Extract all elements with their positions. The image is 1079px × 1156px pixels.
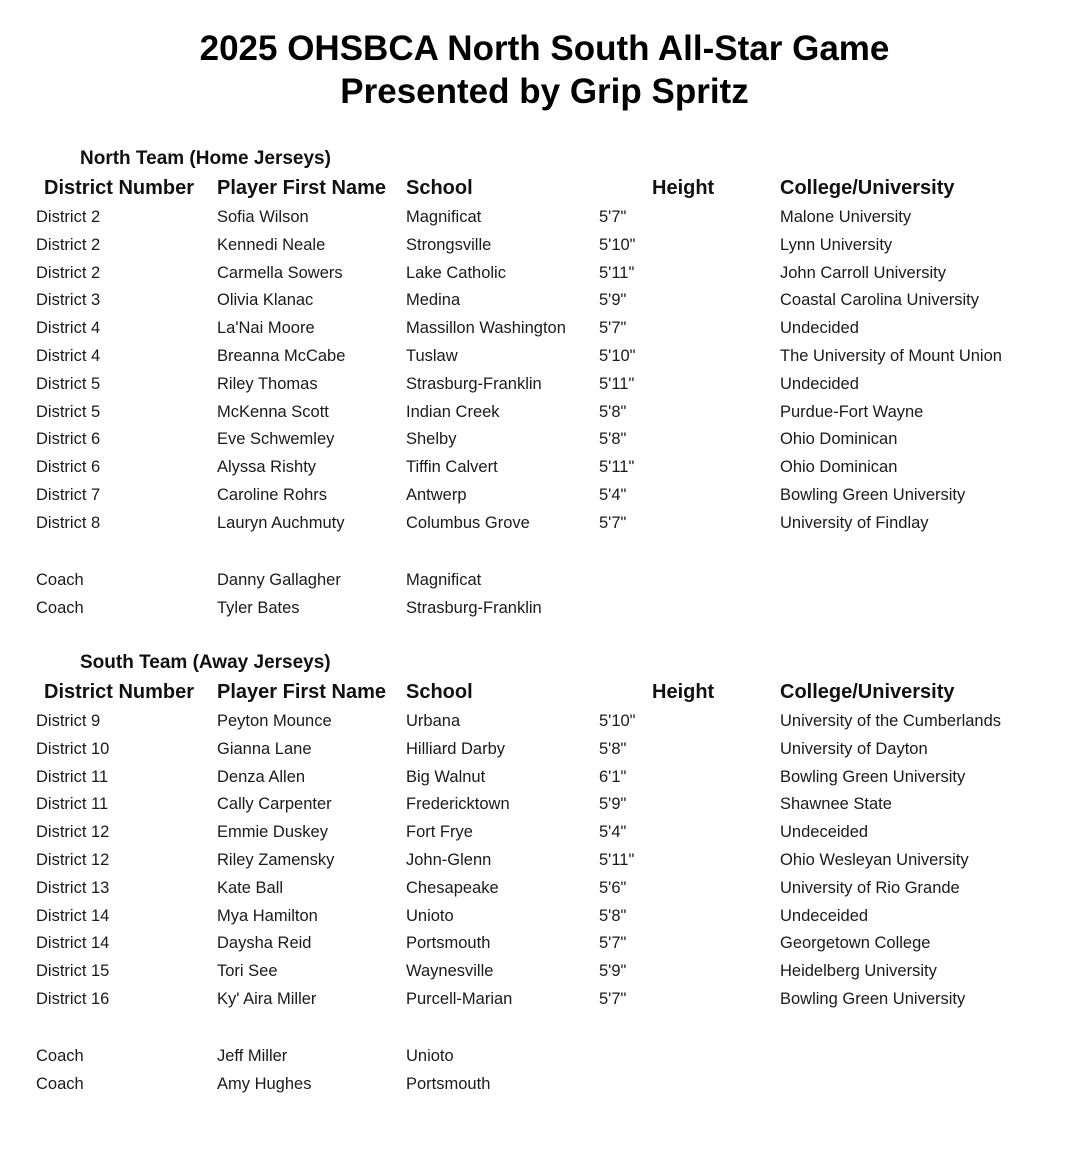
page-title: 2025 OHSBCA North South All-Star Game — [199, 29, 890, 68]
player-school: Waynesville — [406, 962, 494, 981]
player-name: Breanna McCabe — [217, 346, 346, 365]
player-school: Lake Catholic — [406, 263, 506, 282]
player-district: District 7 — [36, 485, 101, 504]
player-school: Strongsville — [406, 235, 492, 254]
player-district: District 2 — [36, 235, 101, 254]
column-header-name: Player First Name — [217, 177, 386, 199]
player-school: Portsmouth — [406, 934, 491, 953]
player-name: Carmella Sowers — [217, 263, 343, 282]
player-row — [0, 457, 1079, 485]
column-header-district: District Number — [44, 177, 195, 199]
player-school: Purcell-Marian — [406, 989, 513, 1008]
player-college: Ohio Dominican — [780, 430, 898, 449]
player-school: Tiffin Calvert — [406, 458, 498, 477]
player-name: Olivia Klanac — [217, 291, 314, 310]
player-height: 5'8" — [599, 739, 627, 758]
player-school: Magnificat — [406, 208, 482, 226]
coach-role: Coach — [36, 1047, 84, 1065]
player-district: District 2 — [36, 208, 101, 226]
player-college: Bowling Green University — [780, 989, 966, 1008]
player-row — [0, 878, 1079, 906]
south-player-rows — [0, 711, 1079, 1017]
player-college: Malone University — [780, 208, 912, 226]
player-college: Lynn University — [780, 235, 893, 254]
coach-row — [0, 570, 1079, 598]
coach-name: Danny Gallagher — [217, 571, 341, 589]
coach-role: Coach — [36, 571, 84, 589]
player-height: 5'7" — [599, 989, 627, 1008]
player-height: 5'11" — [599, 458, 635, 477]
player-district: District 12 — [36, 823, 110, 842]
player-row — [0, 402, 1079, 430]
player-name: Tori See — [217, 962, 278, 981]
column-header-college: College/University — [780, 681, 955, 703]
player-height: 5'8" — [599, 402, 627, 421]
player-district: District 2 — [36, 263, 101, 282]
coach-school: Magnificat — [406, 571, 482, 589]
player-height: 5'9" — [599, 795, 627, 814]
player-height: 5'7" — [599, 319, 627, 338]
player-name: Emmie Duskey — [217, 823, 328, 842]
player-name: Mya Hamilton — [217, 906, 318, 925]
player-row — [0, 794, 1079, 822]
player-name: Daysha Reid — [217, 934, 312, 953]
player-district: District 11 — [36, 795, 109, 814]
player-height: 5'11" — [599, 850, 635, 869]
player-school: Chesapeake — [406, 878, 499, 897]
player-row — [0, 318, 1079, 346]
player-row — [0, 906, 1079, 934]
player-row — [0, 235, 1079, 263]
column-header-district: District Number — [44, 681, 195, 703]
player-school: Fredericktown — [406, 795, 510, 814]
player-name: Sofia Wilson — [217, 208, 309, 226]
player-height: 5'9" — [599, 962, 627, 981]
player-name: Cally Carpenter — [217, 795, 332, 814]
player-row — [0, 822, 1079, 850]
player-college: Undeceided — [780, 823, 869, 842]
player-height: 5'4" — [599, 485, 627, 504]
player-college: University of Findlay — [780, 513, 929, 532]
player-height: 5'10" — [599, 712, 636, 730]
player-height: 5'7" — [599, 513, 627, 532]
player-district: District 9 — [36, 712, 101, 730]
player-height: 5'10" — [599, 235, 636, 254]
coach-name: Amy Hughes — [217, 1074, 312, 1093]
coach-name: Jeff Miller — [217, 1047, 288, 1065]
coach-school: Portsmouth — [406, 1074, 491, 1093]
coach-role: Coach — [36, 598, 84, 617]
player-college: Bowling Green University — [780, 485, 966, 504]
player-school: Big Walnut — [406, 767, 486, 786]
player-college: Undecided — [780, 374, 859, 393]
player-name: Kate Ball — [217, 878, 284, 897]
player-school: Urbana — [406, 712, 461, 730]
page-subtitle: Presented by Grip Spritz — [340, 72, 749, 111]
player-college: Ohio Dominican — [780, 458, 898, 477]
player-name: McKenna Scott — [217, 402, 329, 421]
column-header-height: Height — [652, 177, 715, 199]
player-college: Undeceided — [780, 906, 869, 925]
coach-name: Tyler Bates — [217, 598, 300, 617]
player-college: Georgetown College — [780, 934, 931, 953]
player-name: Kennedi Neale — [217, 235, 326, 254]
player-height: 5'8" — [599, 906, 627, 925]
player-name: Riley Thomas — [217, 374, 318, 393]
player-school: Tuslaw — [406, 346, 458, 365]
player-school: Columbus Grove — [406, 513, 530, 532]
player-college: The University of Mount Union — [780, 346, 1002, 365]
player-college: Purdue-Fort Wayne — [780, 402, 924, 421]
player-district: District 6 — [36, 430, 101, 449]
player-row — [0, 513, 1079, 541]
player-name: Riley Zamensky — [217, 850, 335, 869]
player-row — [0, 989, 1079, 1017]
player-row — [0, 207, 1079, 235]
player-row — [0, 711, 1079, 739]
north-team-title: North Team (Home Jerseys) — [80, 148, 331, 169]
player-height: 5'8" — [599, 430, 627, 449]
coach-role: Coach — [36, 1074, 84, 1093]
player-district: District 16 — [36, 989, 110, 1008]
coach-row — [0, 1046, 1079, 1074]
player-college: University of the Cumberlands — [780, 712, 1002, 730]
player-height: 5'7" — [599, 934, 627, 953]
player-school: Medina — [406, 291, 461, 310]
player-school: Unioto — [406, 906, 454, 925]
player-district: District 6 — [36, 458, 101, 477]
coach-row — [0, 1074, 1079, 1102]
player-row — [0, 290, 1079, 318]
player-district: District 5 — [36, 374, 101, 393]
player-name: Eve Schwemley — [217, 430, 335, 449]
player-name: La'Nai Moore — [217, 319, 315, 338]
player-district: District 3 — [36, 291, 101, 310]
player-name: Lauryn Auchmuty — [217, 513, 345, 532]
player-district: District 12 — [36, 850, 110, 869]
player-row — [0, 739, 1079, 767]
column-header-school: School — [406, 681, 473, 703]
player-district: District 13 — [36, 878, 110, 897]
north-player-rows — [0, 207, 1079, 541]
player-row — [0, 767, 1079, 795]
player-row — [0, 961, 1079, 989]
player-height: 5'11" — [599, 374, 635, 393]
player-name: Peyton Mounce — [217, 712, 332, 730]
player-college: University of Dayton — [780, 739, 928, 758]
player-district: District 4 — [36, 319, 101, 338]
player-name: Denza Allen — [217, 767, 306, 786]
player-name: Ky' Aira Miller — [217, 989, 317, 1008]
player-college: Heidelberg University — [780, 962, 937, 981]
player-district: District 15 — [36, 962, 110, 981]
player-row — [0, 374, 1079, 402]
column-header-college: College/University — [780, 177, 955, 199]
player-school: Hilliard Darby — [406, 739, 506, 758]
player-row — [0, 346, 1079, 374]
player-district: District 8 — [36, 513, 101, 532]
player-college: Shawnee State — [780, 795, 892, 814]
north-coach-rows — [0, 570, 1079, 626]
player-height: 5'6" — [599, 878, 627, 897]
player-college: Coastal Carolina University — [780, 291, 979, 310]
south-coach-rows — [0, 1046, 1079, 1102]
player-district: District 4 — [36, 346, 101, 365]
player-school: Indian Creek — [406, 402, 500, 421]
player-row — [0, 263, 1079, 291]
player-height: 5'11" — [599, 263, 635, 282]
player-district: District 10 — [36, 739, 110, 758]
player-college: Undecided — [780, 319, 859, 338]
player-district: District 11 — [36, 767, 109, 786]
coach-school: Strasburg-Franklin — [406, 598, 542, 617]
player-name: Gianna Lane — [217, 739, 312, 758]
player-height: 5'7" — [599, 208, 627, 226]
player-school: Massillon Washington — [406, 319, 566, 338]
player-height: 5'10" — [599, 346, 636, 365]
player-school: Strasburg-Franklin — [406, 374, 542, 393]
column-header-name: Player First Name — [217, 681, 386, 703]
player-college: University of Rio Grande — [780, 878, 960, 897]
player-district: District 14 — [36, 906, 110, 925]
player-name: Caroline Rohrs — [217, 485, 328, 504]
player-college: Ohio Wesleyan University — [780, 850, 969, 869]
player-school: John-Glenn — [406, 850, 492, 869]
player-row — [0, 429, 1079, 457]
player-school: Antwerp — [406, 485, 467, 504]
player-height: 5'4" — [599, 823, 627, 842]
player-college: John Carroll University — [780, 263, 946, 282]
player-district: District 5 — [36, 402, 101, 421]
coach-row — [0, 598, 1079, 626]
column-header-height: Height — [652, 681, 715, 703]
player-row — [0, 850, 1079, 878]
player-row — [0, 485, 1079, 513]
player-college: Bowling Green University — [780, 767, 966, 786]
player-height: 5'9" — [599, 291, 627, 310]
coach-school: Unioto — [406, 1047, 454, 1065]
player-row — [0, 933, 1079, 961]
column-header-school: School — [406, 177, 473, 199]
south-team-title: South Team (Away Jerseys) — [80, 652, 331, 673]
player-name: Alyssa Rishty — [217, 458, 317, 477]
player-school: Shelby — [406, 430, 457, 449]
player-district: District 14 — [36, 934, 110, 953]
player-school: Fort Frye — [406, 823, 473, 842]
player-height: 6'1" — [599, 767, 627, 786]
